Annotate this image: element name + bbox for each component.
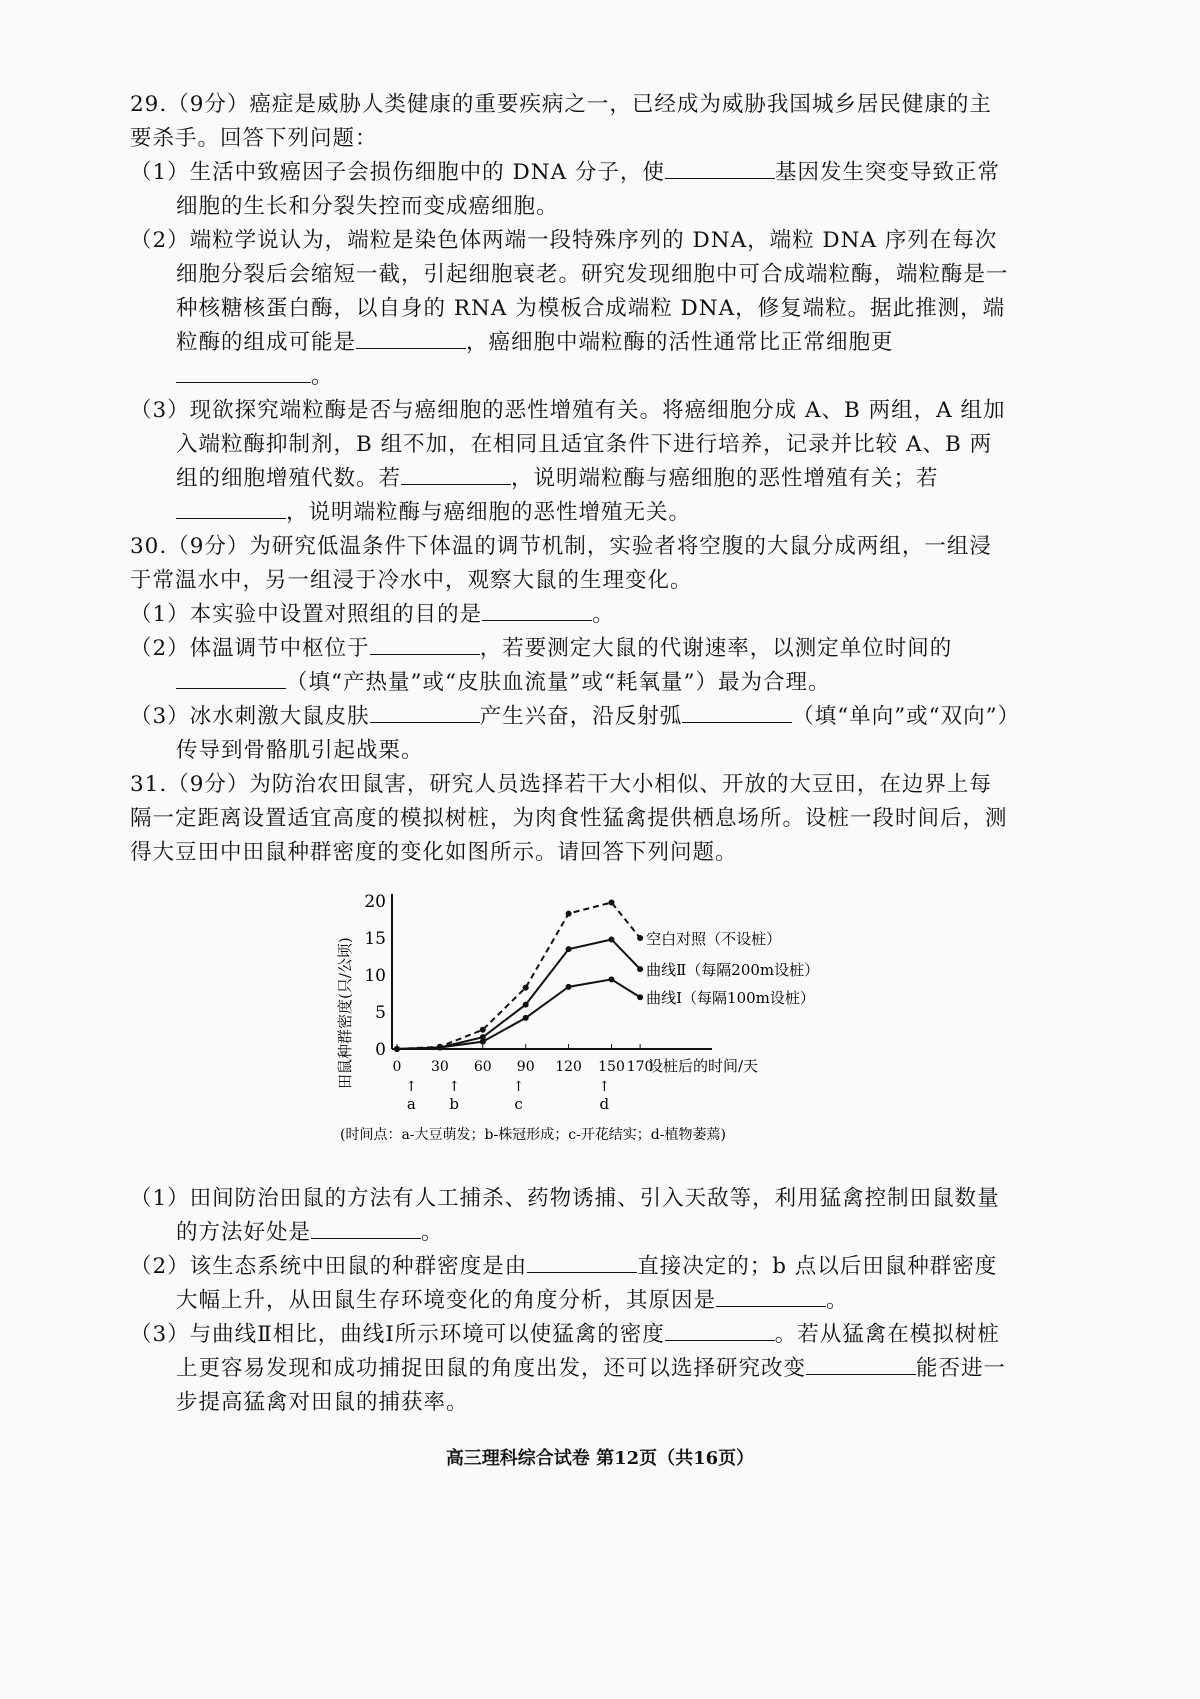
series-line — [397, 979, 640, 1049]
time-arrow: ↑ — [405, 1079, 418, 1095]
data-point — [637, 994, 643, 1000]
data-point — [609, 899, 615, 905]
question-29 — [130, 88, 1010, 530]
q31-part1: （1）田间防治田鼠的方法有人工捕杀、药物诱捕、引入天敌等，利用猛禽控制田鼠数量的方法好处是 。 — [130, 1186, 1000, 1245]
x-tick-label: 170 — [626, 1059, 654, 1075]
legend-label: 空白对照（不设桩） — [646, 930, 782, 948]
y-tick-label: 15 — [364, 929, 386, 949]
x-axis-label: 设桩后的时间/天 — [648, 1057, 759, 1075]
series-line — [397, 939, 640, 1049]
question-31-parts — [130, 1182, 1010, 1420]
q30-head: 30.（9分）为研究低温条件下体温的调节机制，实验者将空腹的大鼠分成两组，一组浸于常温水中，另一组浸于冷水中，观察大鼠的生理变化。 — [130, 534, 992, 593]
q31-part3: （3）与曲线Ⅱ相比，曲线Ⅰ所示环境可以使猛禽的密度 。若从猛禽在模拟树桩上更容易发现和成功捕捉田鼠的角度出发，还可以选择研究改变 能否进一步提高猛禽对田鼠的捕获率。 — [130, 1318, 1010, 1420]
time-arrow: ↑ — [512, 1079, 525, 1095]
q29-part1: （1）生活中致癌因子会损伤细胞中的 DNA 分子，使 基因发生突变导致正常细胞的生长和分裂失控而变成癌细胞。 — [130, 156, 1010, 224]
data-point — [394, 1046, 400, 1052]
time-point-label: c — [514, 1095, 523, 1113]
data-point — [480, 1027, 486, 1033]
q29-part2: （2）端粒学说认为，端粒是染色体两端一段特殊序列的 DNA，端粒 DNA 序列在每次细胞分裂后会缩短一截，引起细胞衰老。研究发现细胞中可合成端粒酶，端粒酶是一种核糖核蛋白酶，以自身的 RNA 为模板合成端粒 DNA，修复端粒。据此推测，端粒酶的组成可能是 ，癌细胞中端粒酶的活性通常比正常细胞更。 — [130, 228, 1009, 389]
data-point — [637, 966, 643, 972]
data-point — [523, 985, 529, 991]
x-tick-label: 0 — [392, 1059, 402, 1075]
data-point — [566, 911, 572, 917]
population-chart — [330, 884, 850, 1174]
content-column — [130, 88, 1010, 1420]
data-point — [609, 976, 615, 982]
legend-label: 曲线Ⅰ（每隔100m设桩） — [646, 989, 815, 1008]
data-point — [480, 1039, 486, 1045]
q31-head: 31.（9分）为防治农田鼠害，研究人员选择若干大小相似、开放的大豆田，在边界上每隔一定距离设置适宜高度的模拟树桩，为肉食性猛禽提供栖息场所。设桩一段时间后，测得大豆田中田鼠种群密度的变化如图所示。请回答下列问题。 — [130, 772, 1008, 865]
x-tick-label: 30 — [430, 1059, 449, 1075]
series-line — [397, 902, 640, 1049]
x-tick-label: 150 — [598, 1059, 625, 1075]
time-arrow: ↑ — [598, 1079, 611, 1095]
y-tick-label: 10 — [364, 966, 386, 986]
data-point — [523, 1002, 529, 1008]
legend-label: 曲线Ⅱ（每隔200m设桩） — [646, 961, 820, 980]
q29-part3: （3）现欲探究端粒酶是否与癌细胞的恶性增殖有关。将癌细胞分成 A、B 两组，A 组加入端粒酶抑制剂，B 组不加，在相同且适宜条件下进行培养，记录并比较 A、B 两组的细胞增殖代数。若 ，说明端粒酶与癌细胞的恶性增殖有关；若，说明端粒酶与癌细胞的恶性增殖无关。 — [130, 398, 1006, 525]
q30-part1: （1）本实验中设置对照组的目的是 。 — [130, 598, 1010, 632]
q29-head: 29.（9分）癌症是威胁人类健康的重要疾病之一，已经成为威胁我国城乡居民健康的主要杀手。回答下列问题： — [130, 92, 992, 151]
data-point — [523, 1015, 529, 1021]
chart-caption: (时间点：a-大豆萌发；b-株冠形成；c-开花结实；d-植物萎蔫) — [340, 1127, 726, 1143]
question-31 — [130, 768, 1010, 870]
y-tick-label: 0 — [375, 1040, 386, 1060]
time-point-label: a — [406, 1095, 416, 1113]
data-point — [437, 1045, 443, 1051]
data-point — [637, 935, 643, 941]
q30-part3: （3）冰水刺激大鼠皮肤 产生兴奋，沿反射弧 （填“单向”或“双向”）传导到骨骼肌引起战栗。 — [130, 700, 1010, 768]
page-footer: 高三理科综合试卷 第12页（共16页） — [445, 1448, 755, 1469]
data-point — [566, 984, 572, 990]
y-tick-label: 5 — [375, 1003, 386, 1023]
x-tick-label: 60 — [473, 1059, 492, 1075]
q30-part2: （2）体温调节中枢位于 ，若要测定大鼠的代谢速率，以测定单位时间的（填“产热量”或“皮肤血流量”或“耗氧量”）最为合理。 — [130, 632, 1010, 700]
time-arrow: ↑ — [448, 1079, 461, 1095]
y-tick-label: 20 — [364, 892, 386, 912]
question-30 — [130, 530, 1010, 768]
data-point — [566, 946, 572, 952]
y-axis-label: 田鼠种群密度(只/公顷) — [336, 937, 354, 1089]
time-point-label: d — [599, 1095, 610, 1113]
x-tick-label: 120 — [555, 1059, 582, 1075]
q31-part2: （2）该生态系统中田鼠的种群密度是由 直接决定的；b 点以后田鼠种群密度大幅上升，从田鼠生存环境变化的角度分析，其原因是 。 — [130, 1250, 1010, 1318]
x-tick-label: 90 — [516, 1059, 535, 1075]
data-point — [609, 936, 615, 942]
time-point-label: b — [449, 1095, 460, 1113]
chart-container — [330, 884, 850, 1174]
